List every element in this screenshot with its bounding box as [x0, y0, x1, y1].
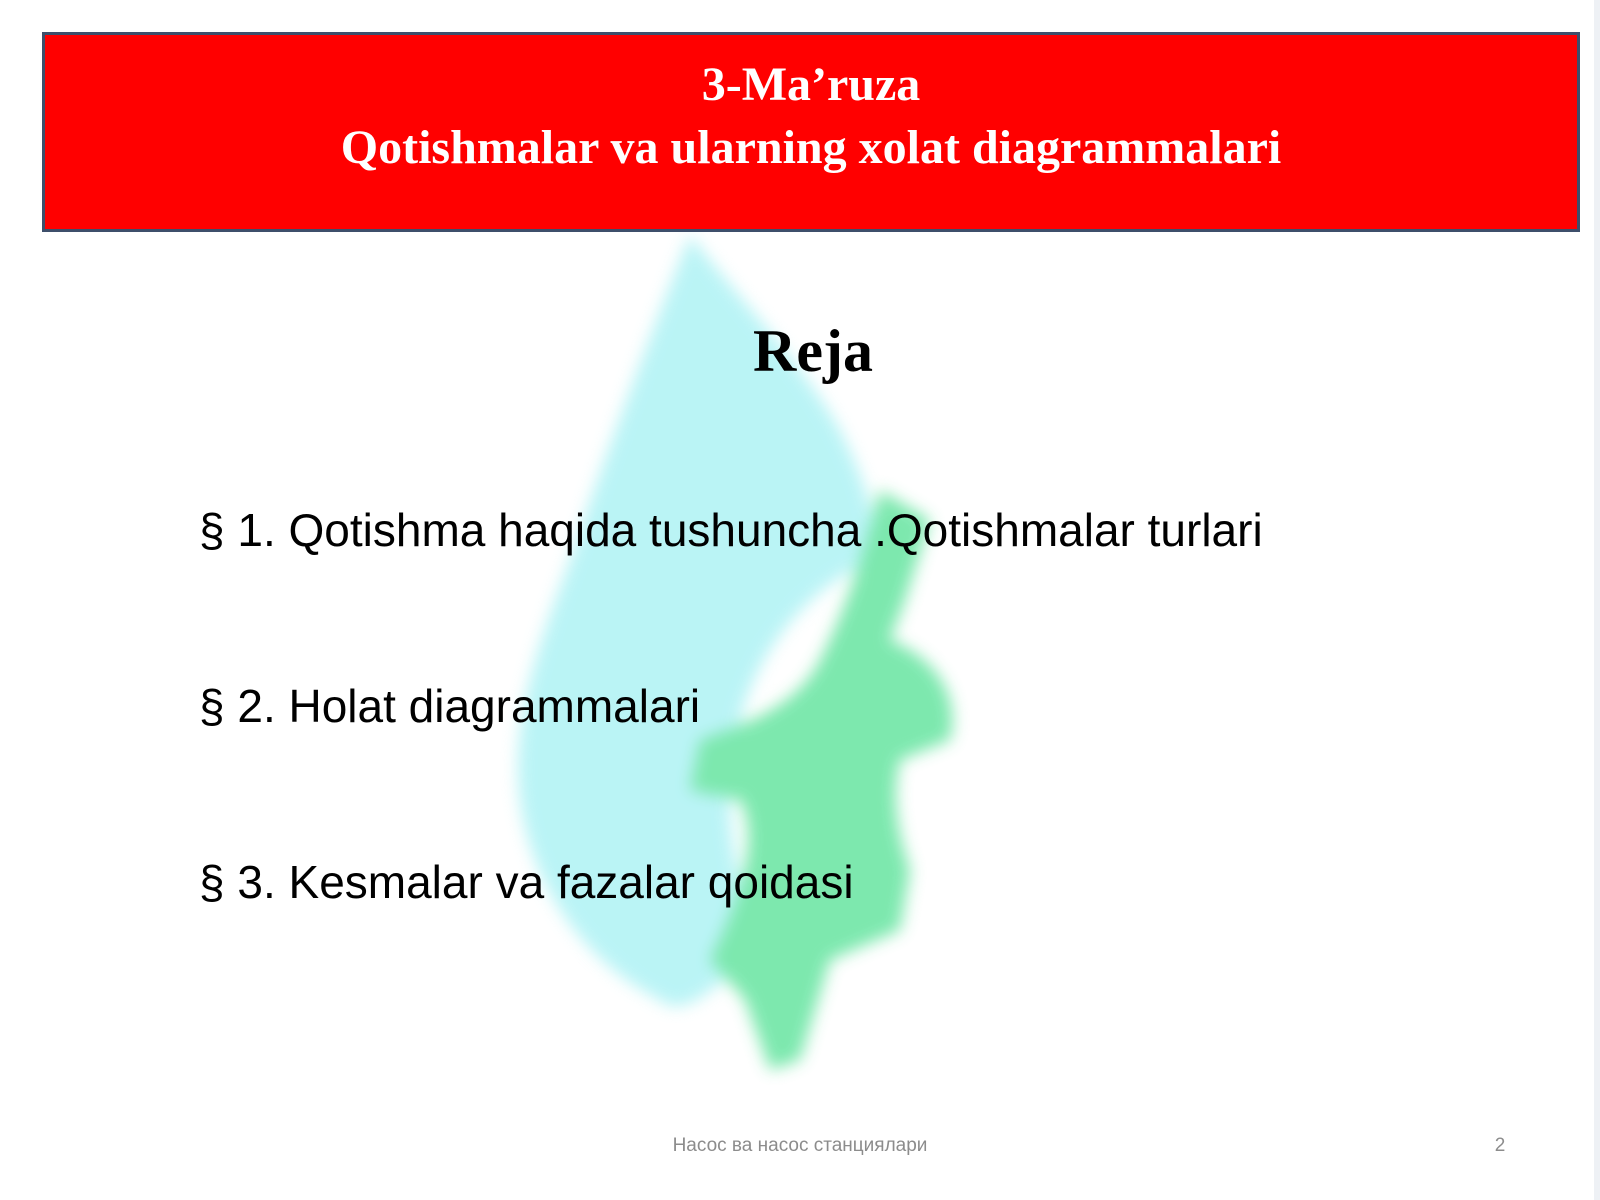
- lecture-number: 3-Ma’ruza: [701, 58, 921, 111]
- plan-item: § 3. Kesmalar va fazalar qoidasi: [199, 856, 854, 908]
- footer-text: Насос ва насос станциялари: [672, 1135, 928, 1156]
- header-banner: [42, 32, 1580, 232]
- plan-item: § 1. Qotishma haqida tushuncha .Qotishmalar turlari: [199, 504, 1263, 556]
- plan-item: § 2. Holat diagrammalari: [199, 680, 701, 732]
- lecture-title: Qotishmalar va ularning xolat diagrammalari: [340, 121, 1282, 174]
- page-number: 2: [1494, 1135, 1506, 1156]
- slide-right-edge: [1594, 0, 1600, 1200]
- plan-title: Reja: [753, 318, 873, 384]
